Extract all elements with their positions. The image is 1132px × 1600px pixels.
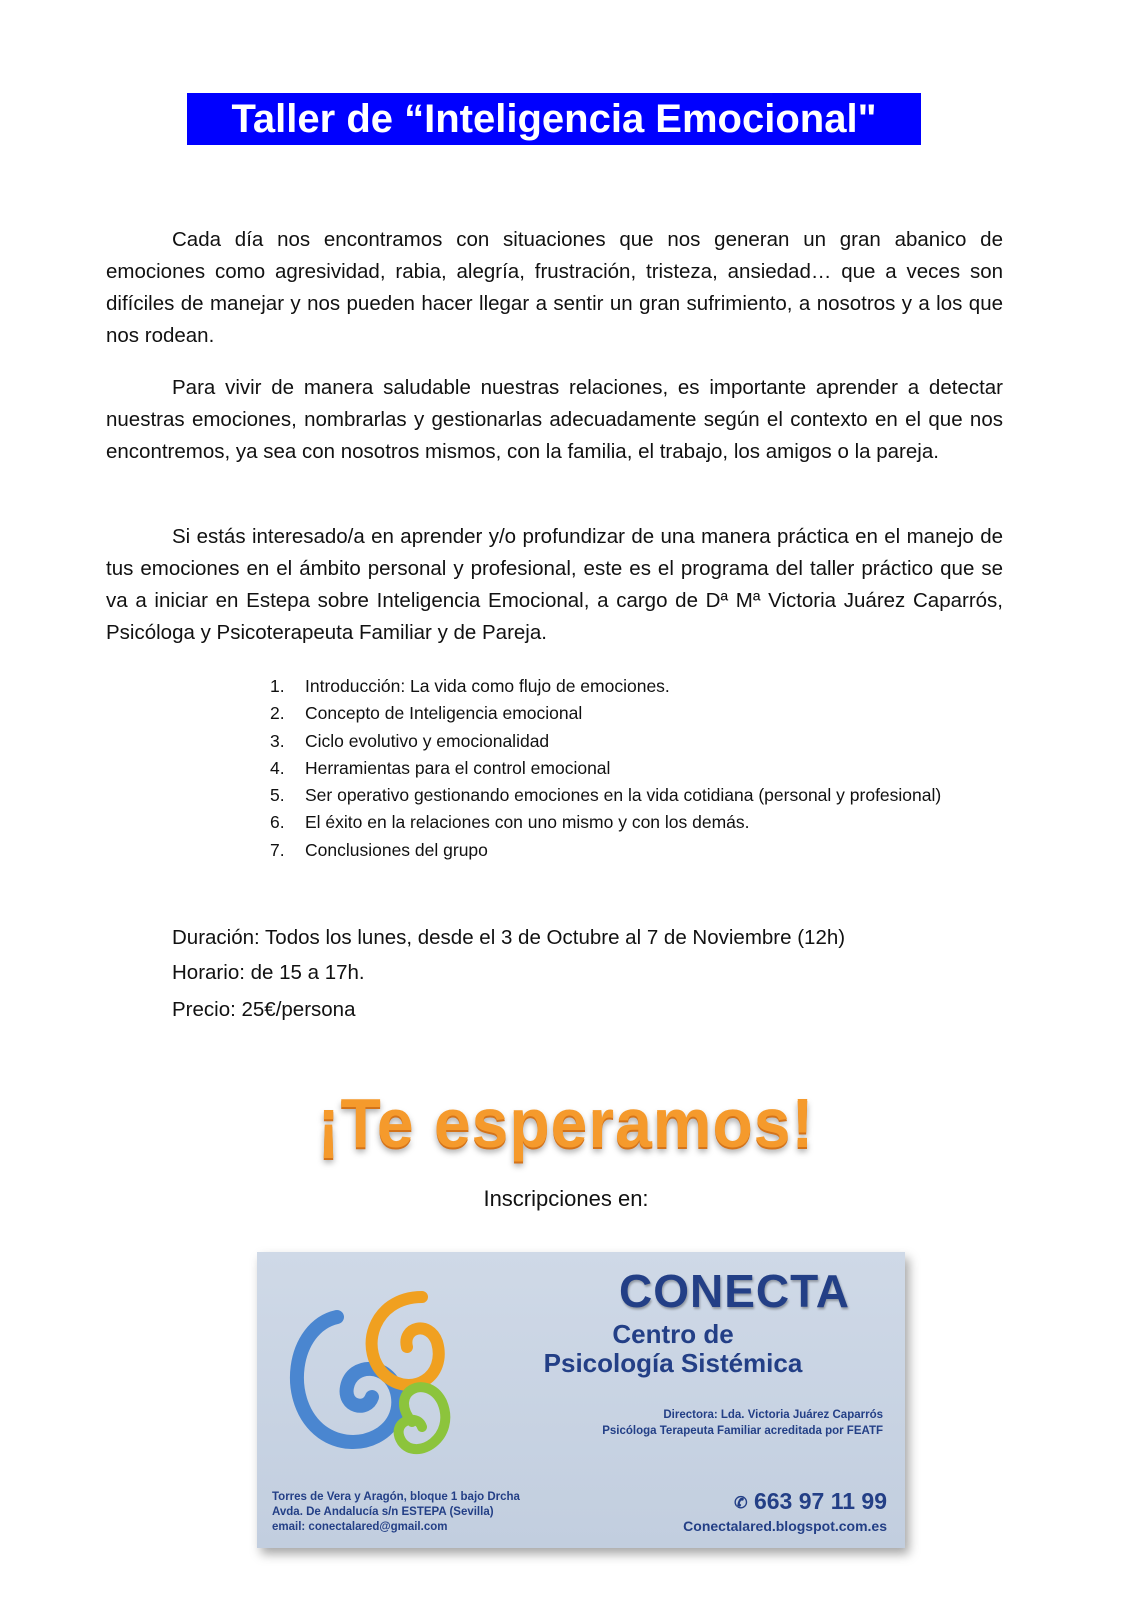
brand-name: CONECTA xyxy=(618,1265,850,1317)
item-text: Ciclo evolutivo y emocionalidad xyxy=(305,730,550,751)
phone-number xyxy=(734,1488,887,1515)
list-item xyxy=(270,700,1003,727)
director-name: Directora: Lda. Victoria Juárez Caparrós xyxy=(663,1409,883,1421)
inscriptions-label: Inscripciones en: xyxy=(483,1186,649,1211)
spiral-logo-icon xyxy=(277,1282,477,1482)
paragraph-relations: Para vivir de manera saludable nuestras relaciones, es importante aprender a detectar nuestras emociones, nombrarlas y gestionarlas adecuadamente según el contexto en el que nos encontremos, ya sea con nosotros mismos, con la familia, el trabajo, los amigos o la pareja. xyxy=(106,376,1003,463)
list-item xyxy=(270,728,1003,755)
duration-text: Duración: Todos los lunes, desde el 3 de Octubre al 7 de Noviembre (12h) xyxy=(172,926,846,949)
blog-link[interactable]: Conectalared.blogspot.com.es xyxy=(683,1518,887,1534)
item-number: 2. xyxy=(270,703,285,724)
address-line-1: Torres de Vera y Aragón, bloque 1 bajo Drcha xyxy=(272,1491,520,1503)
subtitle-line-1: Centro de xyxy=(612,1319,734,1349)
list-item xyxy=(270,782,1003,809)
item-number: 1. xyxy=(270,676,285,696)
director-info xyxy=(602,1407,883,1439)
director-credential: Psicóloga Terapeuta Familiar acreditada por FEATF xyxy=(602,1425,883,1437)
list-item xyxy=(270,673,1003,700)
business-card xyxy=(257,1252,905,1548)
list-item xyxy=(270,755,1003,782)
phone-text: 663 97 11 99 xyxy=(753,1488,887,1514)
brand-subtitle xyxy=(463,1320,883,1378)
schedule-text: Horario: de 15 a 17h. xyxy=(172,961,365,984)
address-block xyxy=(272,1490,520,1535)
item-text: Introducción: La vida como flujo de emociones. xyxy=(305,676,670,696)
address-line-2: Avda. De Andalucía s/n ESTEPA (Sevilla) xyxy=(272,1506,494,1518)
item-number: 3. xyxy=(270,730,285,751)
page-title: Taller de “Inteligencia Emocional" xyxy=(187,93,921,145)
paragraph-program: Si estás interesado/a en aprender y/o profundizar de una manera práctica en el manejo de tus emociones en el ámbito personal y profesional, este es el programa del taller práctico que se va a iniciar en Estepa sobre Inteligencia Emocional, a cargo de Dª Mª Victoria Juárez Caparrós, Psicóloga y Psicoterapeuta Familiar y de Pareja. xyxy=(106,525,1003,644)
email-text: email: conectalared@gmail.com xyxy=(272,1521,448,1533)
item-number: 7. xyxy=(270,839,285,860)
item-text: Herramientas para el control emocional xyxy=(305,757,611,778)
item-text: El éxito en la relaciones con uno mismo y con los demás. xyxy=(305,812,750,833)
program-list xyxy=(270,673,1003,864)
price-text: Precio: 25€/persona xyxy=(172,998,356,1021)
list-item xyxy=(270,809,1003,836)
item-text: Concepto de Inteligencia emocional xyxy=(305,703,583,724)
paragraph-intro: Cada día nos encontramos con situaciones que nos generan un gran abanico de emociones como agresividad, rabia, alegría, frustración, tristeza, ansiedad… que a veces son difíciles de manejar y nos pueden hacer llegar a sentir un gran sufrimiento, a nosotros y a los que nos rodean. xyxy=(106,228,1003,347)
list-item xyxy=(270,837,1003,864)
subtitle-line-2: Psicología Sistémica xyxy=(543,1348,803,1378)
item-number: 4. xyxy=(270,757,285,778)
item-number: 6. xyxy=(270,812,285,833)
item-text: Ser operativo gestionando emociones en la vida cotidiana (personal y profesional) xyxy=(305,785,942,806)
item-text: Conclusiones del grupo xyxy=(305,839,488,860)
welcome-banner: ¡Te esperamos! xyxy=(317,1084,815,1162)
item-number: 5. xyxy=(270,785,285,806)
phone-icon: ✆ xyxy=(734,1494,748,1512)
